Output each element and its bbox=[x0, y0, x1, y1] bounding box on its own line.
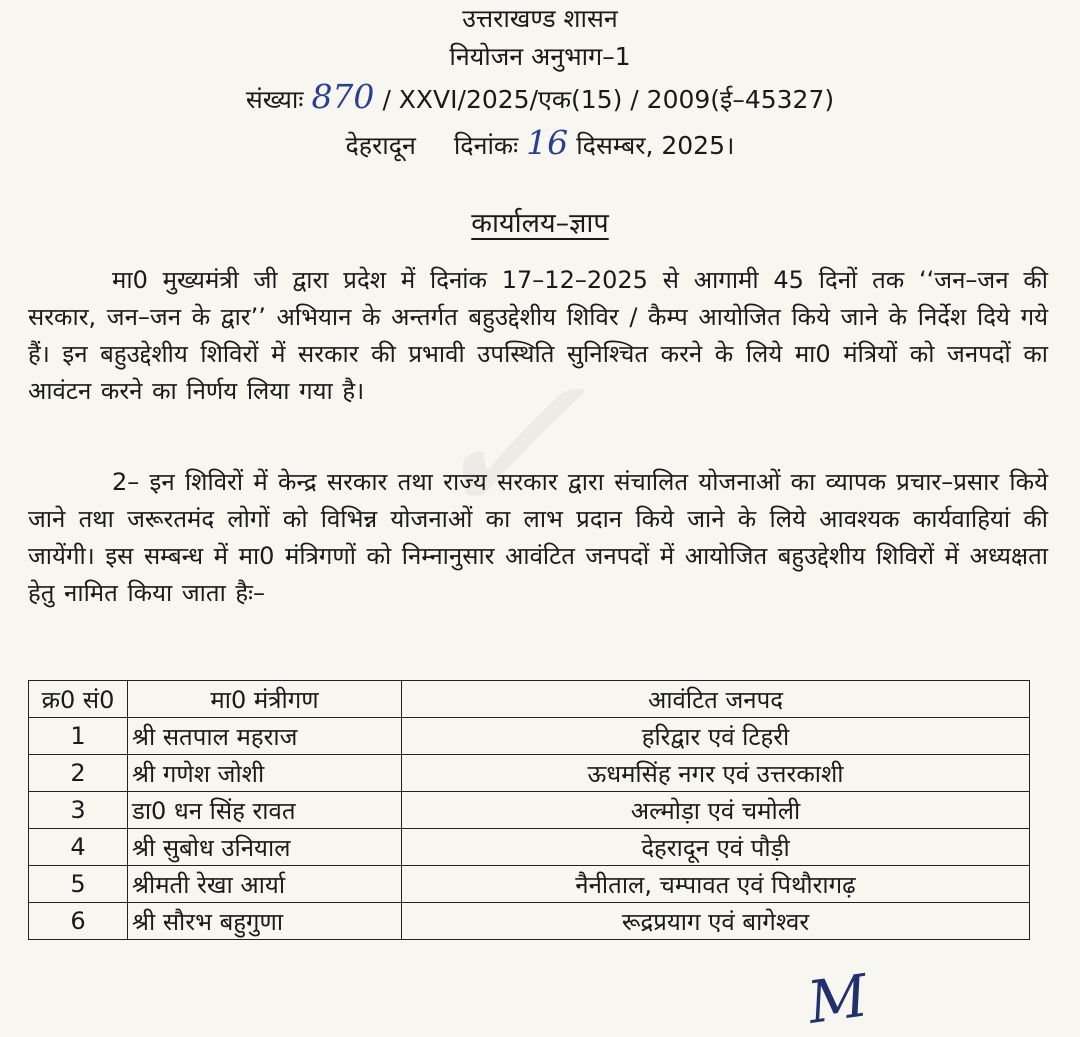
number-label: संख्याः bbox=[245, 85, 304, 114]
row-districts: रूद्रप्रयाग एवं बागेश्वर bbox=[402, 903, 1030, 940]
row-districts: नैनीताल, चम्पावत एवं पिथौरागढ़ bbox=[402, 866, 1030, 903]
signature-scribble: M bbox=[803, 961, 872, 1037]
watermark-mark: ✓ bbox=[420, 330, 588, 563]
date-line bbox=[0, 123, 1080, 163]
row-serial: 6 bbox=[29, 903, 128, 940]
row-districts: अल्मोड़ा एवं चमोली bbox=[402, 792, 1030, 829]
table-row bbox=[29, 903, 1030, 940]
row-districts: ऊधमसिंह नगर एवं उत्तरकाशी bbox=[402, 755, 1030, 792]
header-minister: मा0 मंत्रीगण bbox=[128, 681, 402, 718]
paragraph-2-text: 2– इन शिविरों में केन्द्र सरकार तथा राज्य सरकार द्वारा संचालित योजनाओं का व्यापक प्रचार–प्रसार किये जाने तथा जरूरतमंद लोगों को विभिन्न योजनाओं का लाभ प्रदान किये जाने के लिये आवश्यक कार्यवाहियां की जायेंगी। इस सम्बन्ध में मा0 मंत्रिगणों को निम्नानुसार आवंटित जनपदों में आयोजित बहुउद्देशीय शिविरों में अध्यक्षता हेतु नामित किया जाता हैः– bbox=[28, 468, 1048, 607]
government-heading: उत्तराखण्ड शासन bbox=[462, 4, 618, 33]
row-serial: 3 bbox=[29, 792, 128, 829]
date-label: दिनांकः bbox=[453, 131, 519, 160]
row-minister: श्री सौरभ बहुगुणा bbox=[128, 903, 402, 940]
row-minister: श्री सुबोध उनियाल bbox=[128, 829, 402, 866]
paragraph-1-text: मा0 मुख्यमंत्री जी द्वारा प्रदेश में दिनांक 17–12–2025 से आगामी 45 दिनों तक ‘‘जन–जन की सरकार, जन–जन के द्वार’’ अभियान के अन्तर्गत बहुउद्देशीय शिविर / कैम्प आयोजित किये जाने के निर्देश दिये गये हैं। इन बहुउद्देशीय शिविरों में सरकार की प्रभावी उपस्थिति सुनिश्चित करने के लिये मा0 मंत्रियों को जनपदों का आवंटन करने का निर्णय लिया गया है। bbox=[28, 266, 1048, 405]
row-serial: 4 bbox=[29, 829, 128, 866]
row-districts: हरिद्वार एवं टिहरी bbox=[402, 718, 1030, 755]
number-rest: / XXVI/2025/एक(15) / 2009(ई–45327) bbox=[382, 85, 835, 114]
memo-title: कार्यालय–ज्ञाप bbox=[471, 208, 609, 239]
reference-number-line bbox=[0, 77, 1080, 117]
section-heading: नियोजन अनुभाग–1 bbox=[449, 42, 631, 71]
row-minister: डा0 धन सिंह रावत bbox=[128, 792, 402, 829]
handwritten-date-day: 16 bbox=[526, 123, 569, 162]
table-row bbox=[29, 829, 1030, 866]
header-serial: क्र0 सं0 bbox=[29, 681, 128, 718]
row-minister: श्रीमती रेखा आर्या bbox=[128, 866, 402, 903]
table-row bbox=[29, 755, 1030, 792]
place-text: देहरादून bbox=[345, 131, 416, 160]
table-row bbox=[29, 718, 1030, 755]
row-minister: श्री सतपाल महराज bbox=[128, 718, 402, 755]
header-districts: आवंटित जनपद bbox=[402, 681, 1030, 718]
paragraph-1 bbox=[28, 262, 1048, 410]
date-rest: दिसम्बर, 2025। bbox=[576, 131, 735, 160]
table-header-row bbox=[29, 681, 1030, 718]
minister-allocation-table bbox=[28, 680, 1030, 940]
row-serial: 2 bbox=[29, 755, 128, 792]
row-serial: 1 bbox=[29, 718, 128, 755]
table-row bbox=[29, 792, 1030, 829]
paragraph-2 bbox=[28, 464, 1048, 612]
row-serial: 5 bbox=[29, 866, 128, 903]
table-row bbox=[29, 866, 1030, 903]
row-districts: देहरादून एवं पौड़ी bbox=[402, 829, 1030, 866]
handwritten-number: 870 bbox=[311, 77, 375, 116]
row-minister: श्री गणेश जोशी bbox=[128, 755, 402, 792]
